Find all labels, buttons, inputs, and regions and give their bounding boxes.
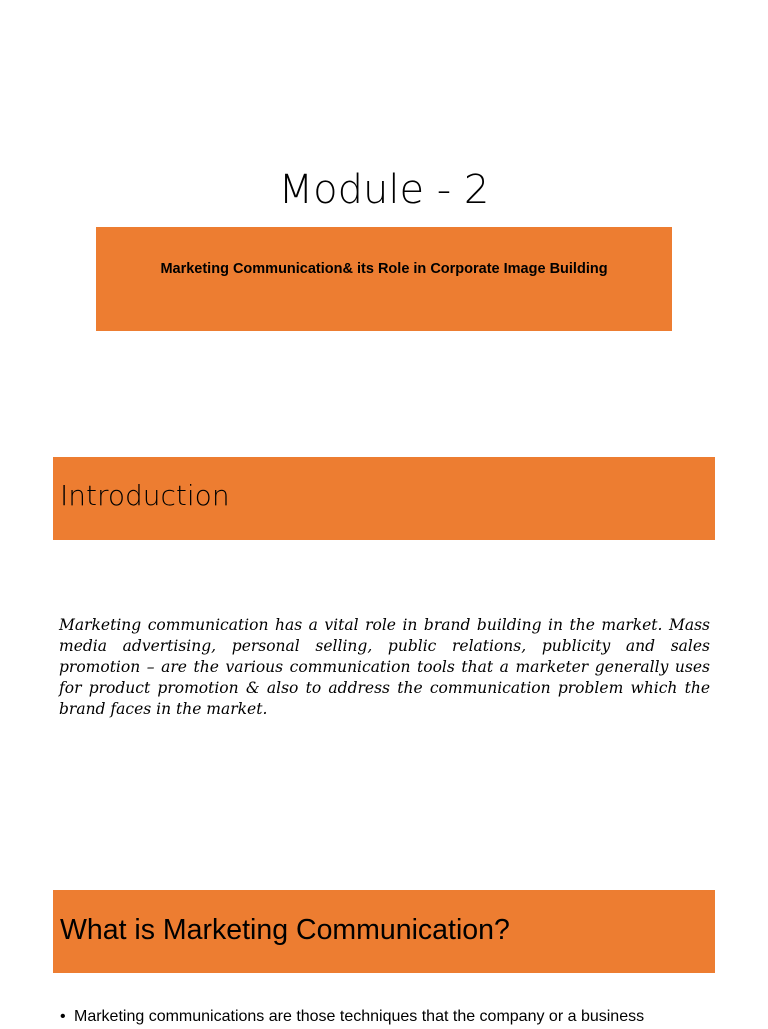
introduction-heading: Introduction	[60, 479, 230, 512]
subtitle-banner	[96, 227, 672, 331]
what-is-marketing-communication-banner	[53, 890, 715, 973]
bullet-icon: •	[60, 1008, 66, 1025]
module-title: Module - 2	[278, 167, 490, 213]
subtitle-text: Marketing Communication& its Role in Corporate Image Building	[160, 261, 608, 277]
bullet-list	[60, 1005, 720, 1029]
introduction-banner	[53, 457, 715, 540]
introduction-paragraph: Marketing communication has a vital role in brand building in the market. Mass media advertising, personal selling, public relations, publicity and sales promotion – are the various communication tools that a marketer generally uses for product promotion & also to address the communication problem which the brand faces in the market.	[59, 616, 710, 718]
what-is-marketing-communication-heading: What is Marketing Communication?	[60, 914, 510, 946]
bullet-text: Marketing communications are those techniques that the company or a business	[74, 1008, 645, 1025]
list-item	[60, 1005, 720, 1029]
